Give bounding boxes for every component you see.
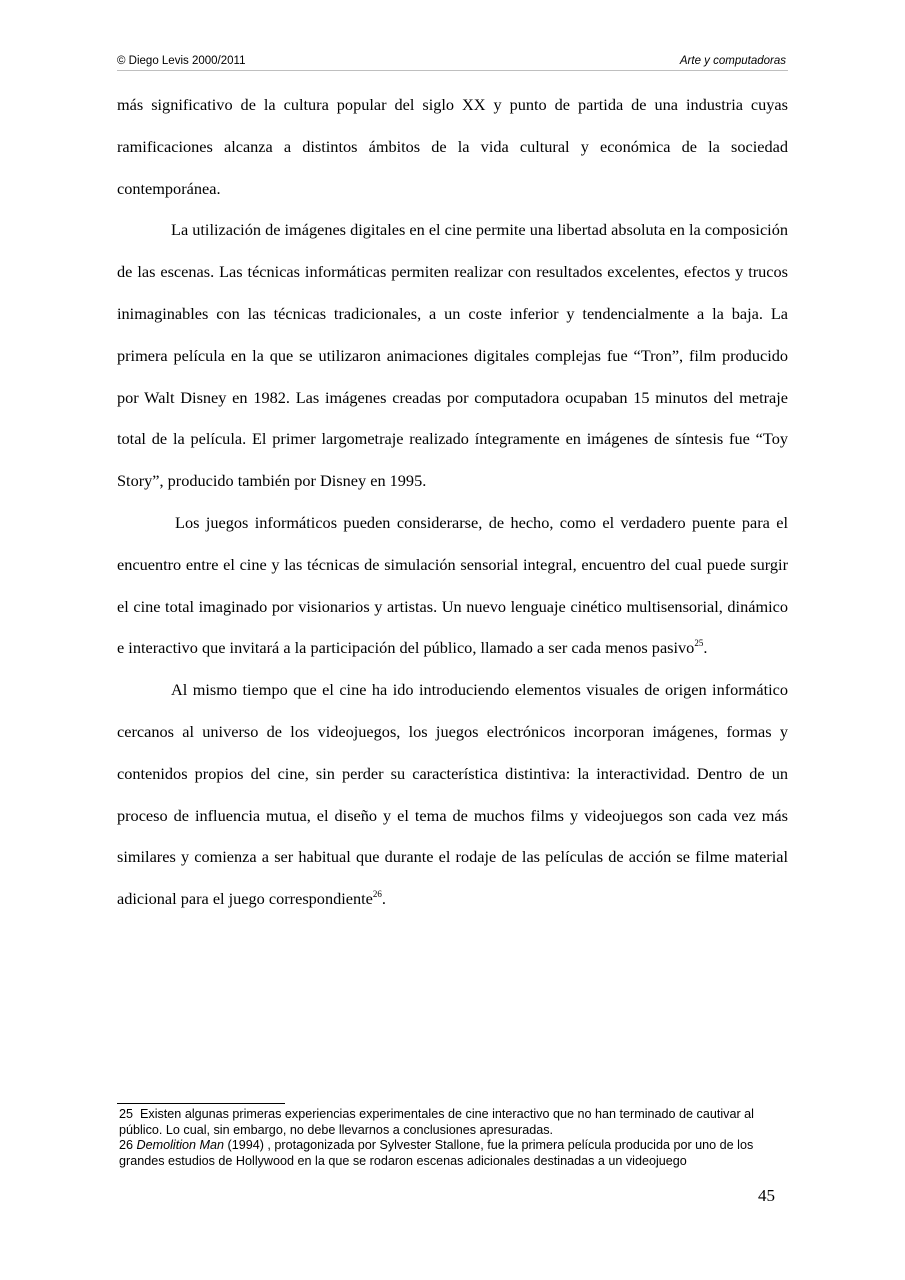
footnote-number: 26 <box>119 1138 134 1152</box>
footnote-25 <box>119 1107 787 1138</box>
paragraph-3 <box>117 502 788 669</box>
paragraph-3-end: . <box>703 638 708 658</box>
header-author: © Diego Levis 2000/2011 <box>117 55 246 67</box>
footnote-film-title: Demolition Man <box>136 1138 225 1152</box>
page-number: 45 <box>758 1186 775 1205</box>
footnote-ref-26[interactable]: 26 <box>372 889 382 900</box>
paragraph-1: más significativo de la cultura popular del siglo XX y punto de partida de una industria cuyas ramificaciones alcanza a distintos ámbitos de la vida cultural y económica de la sociedad contemporánea. <box>117 95 788 198</box>
footnote-text: (1994) , protagonizada por Sylvester Stallone, fue la primera película producida por uno de los grandes estudios de Hollywood en la que se rodaron escenas adicionales destinadas a un videojuego <box>119 1138 754 1168</box>
footnote-number: 25 <box>119 1107 134 1121</box>
paragraph-3-text: Los juegos informáticos pueden considerarse, de hecho, como el verdadero puente para el encuentro entre el cine y las técnicas de simulación sensorial integral, encuentro del cual puede surgir el cine total imaginado por visionarios y artistas. Un nuevo lenguaje cinético multisensorial, dinámico e interactivo que invitará a la participación del público, llamado a ser cada menos pasivo <box>117 512 788 658</box>
header-title: Arte y computadoras <box>679 55 786 67</box>
page-header <box>117 54 788 71</box>
body-text <box>117 84 788 920</box>
paragraph-4 <box>117 669 788 920</box>
footnotes <box>119 1107 787 1169</box>
paragraph-4-end: . <box>381 889 386 909</box>
footnote-ref-25[interactable]: 25 <box>694 638 704 649</box>
footnote-separator <box>117 1103 285 1104</box>
paragraph-2: La utilización de imágenes digitales en el cine permite una libertad absoluta en la composición de las escenas. Las técnicas informáticas permiten realizar con resultados excelentes, efectos y trucos inimaginables con las técnicas tradicionales, a un coste inferior y tendencialmente a la baja. La primera película en la que se utilizaron animaciones digitales complejas fue “Tron”, film producido por Walt Disney en 1982. Las imágenes creadas por computadora ocupaban 15 minutos del metraje total de la película. El primer largometraje realizado íntegramente en imágenes de síntesis fue “Toy Story”, producido también por Disney en 1995. <box>117 220 788 491</box>
footnote-26 <box>119 1138 787 1169</box>
paragraph-4-text: Al mismo tiempo que el cine ha ido introduciendo elementos visuales de origen informático cercanos al universo de los videojuegos, los juegos electrónicos incorporan imágenes, formas y contenidos propios del cine, sin perder su característica distintiva: la interactividad. Dentro de un proceso de influencia mutua, el diseño y el tema de muchos films y videojuegos son cada vez más similares y comienza a ser habitual que durante el rodaje de las películas de acción se filme material adicional para el juego correspondiente <box>117 680 788 909</box>
footnote-text: Existen algunas primeras experiencias experimentales de cine interactivo que no han terminado de cautivar al público. Lo cual, sin embargo, no debe llevarnos a conclusiones apresuradas. <box>119 1107 754 1137</box>
